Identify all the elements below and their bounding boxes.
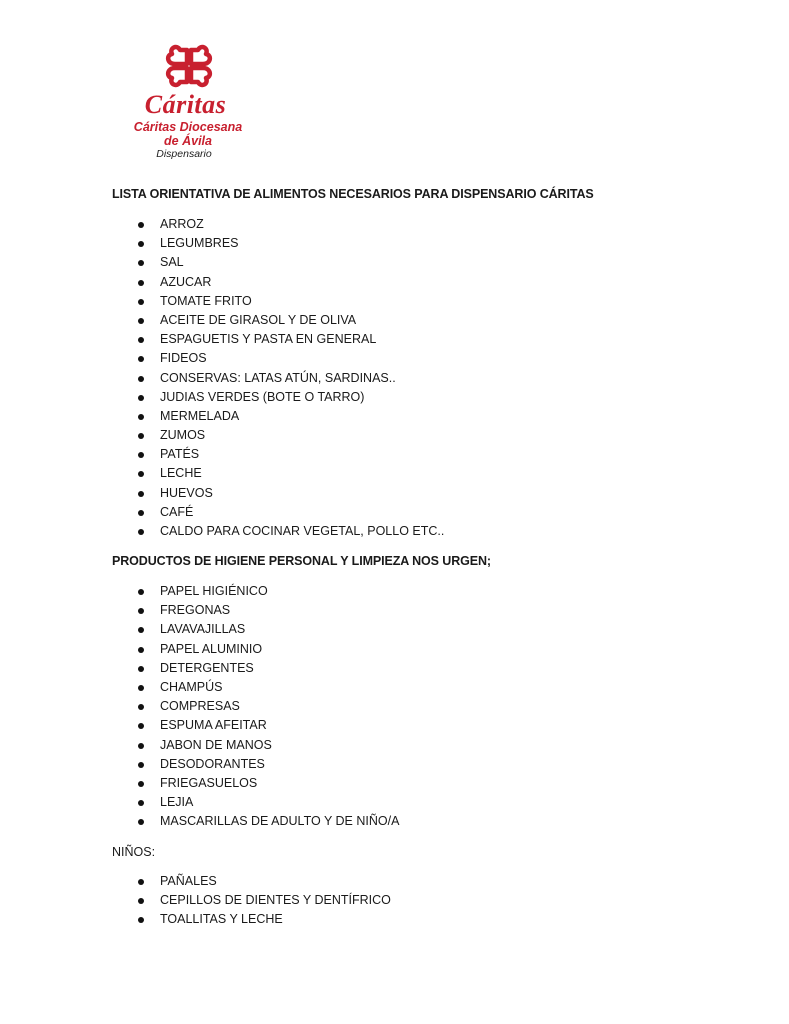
list-item xyxy=(0,464,444,483)
list-item xyxy=(0,407,444,426)
children-list-heading: NIÑOS: xyxy=(112,845,156,859)
list-item-text: LEGUMBRES xyxy=(160,236,239,251)
list-item-text: JUDIAS VERDES (BOTE O TARRO) xyxy=(160,389,365,404)
list-item xyxy=(0,812,399,831)
list-item-text: PAPEL HIGIÉNICO xyxy=(160,584,268,598)
bullet-icon xyxy=(138,800,144,806)
list-item xyxy=(0,503,444,522)
bullet-icon xyxy=(138,608,144,614)
list-item-text: CEPILLOS DE DIENTES Y DENTÍFRICO xyxy=(160,893,391,908)
logo-subtitle-line2: de Ávila xyxy=(164,134,212,148)
caritas-cross-hearts-icon xyxy=(161,38,217,94)
bullet-icon xyxy=(138,356,144,362)
list-item-text: CONSERVAS: LATAS ATÚN, SARDINAS.. xyxy=(160,370,396,385)
list-item xyxy=(0,910,391,929)
list-item-text: MASCARILLAS DE ADULTO Y DE NIÑO/A xyxy=(160,814,400,829)
bullet-icon xyxy=(138,376,144,382)
bullet-icon xyxy=(138,704,144,710)
bullet-icon xyxy=(138,898,144,904)
list-item-text: COMPRESAS xyxy=(160,699,240,714)
list-item-text: FRIEGASUELOS xyxy=(160,775,258,790)
list-item-text: PATÉS xyxy=(160,447,200,462)
list-item-text: AZUCAR xyxy=(160,274,212,289)
list-item xyxy=(0,234,444,253)
bullet-icon xyxy=(138,241,144,247)
bullet-icon xyxy=(138,723,144,729)
list-item-text: ESPAGUETIS Y PASTA EN GENERAL xyxy=(160,332,377,347)
list-item-text: DESODORANTES xyxy=(160,756,265,771)
bullet-icon xyxy=(138,917,144,923)
bullet-icon xyxy=(138,819,144,825)
list-item xyxy=(0,640,399,659)
bullet-icon xyxy=(138,589,144,595)
list-item xyxy=(0,774,399,793)
list-item xyxy=(0,253,444,272)
list-item xyxy=(0,349,444,368)
list-item xyxy=(0,601,399,620)
list-item-text: LECHE xyxy=(160,466,202,481)
list-item xyxy=(0,311,444,330)
list-item xyxy=(0,369,444,388)
bullet-icon xyxy=(138,879,144,885)
bullet-icon xyxy=(138,222,144,228)
list-item-text: TOMATE FRITO xyxy=(160,293,252,308)
bullet-icon xyxy=(138,627,144,633)
list-item xyxy=(0,330,444,349)
logo-department: Dispensario xyxy=(156,148,212,160)
list-item-text: TOALLITAS Y LECHE xyxy=(160,912,283,927)
bullet-icon xyxy=(138,395,144,401)
list-item-text: CALDO PARA COCINAR VEGETAL, POLLO ETC.. xyxy=(160,524,445,538)
list-item-text: DETERGENTES xyxy=(160,660,254,675)
list-item-text: ARROZ xyxy=(160,217,204,231)
list-item xyxy=(0,620,399,639)
bullet-icon xyxy=(138,685,144,691)
list-item xyxy=(0,273,444,292)
list-item-text: HUEVOS xyxy=(160,485,213,500)
list-item xyxy=(0,522,444,541)
bullet-icon xyxy=(138,260,144,266)
logo-brand-text: Cáritas xyxy=(144,90,227,119)
bullet-icon xyxy=(138,299,144,305)
bullet-icon xyxy=(138,510,144,516)
list-item xyxy=(0,426,444,445)
logo-subtitle-line1: Cáritas Diocesana xyxy=(133,120,243,134)
bullet-icon xyxy=(138,781,144,787)
bullet-icon xyxy=(138,318,144,324)
list-item xyxy=(0,582,399,601)
list-item-text: PAÑALES xyxy=(160,874,217,888)
list-item xyxy=(0,872,391,891)
list-item-text: CAFÉ xyxy=(160,504,194,519)
list-item xyxy=(0,716,399,735)
hygiene-list xyxy=(0,582,399,831)
list-item-text: MERMELADA xyxy=(160,408,240,423)
bullet-icon xyxy=(138,647,144,653)
list-item xyxy=(0,388,444,407)
list-item xyxy=(0,755,399,774)
bullet-icon xyxy=(138,666,144,672)
list-item xyxy=(0,793,399,812)
bullet-icon xyxy=(138,491,144,497)
list-item-text: ACEITE DE GIRASOL Y DE OLIVA xyxy=(160,312,357,327)
list-item-text: LEJIA xyxy=(160,795,194,810)
list-item-text: FIDEOS xyxy=(160,351,207,366)
list-item-text: ESPUMA AFEITAR xyxy=(160,718,267,733)
list-item-text: PAPEL ALUMINIO xyxy=(160,641,263,656)
bullet-icon xyxy=(138,433,144,439)
bullet-icon xyxy=(138,762,144,768)
caritas-logo xyxy=(128,38,248,160)
list-item-text: ZUMOS xyxy=(160,428,206,443)
list-item xyxy=(0,659,399,678)
list-item-text: LAVAVAJILLAS xyxy=(160,622,246,637)
list-item xyxy=(0,678,399,697)
list-item xyxy=(0,484,444,503)
list-item xyxy=(0,697,399,716)
bullet-icon xyxy=(138,529,144,535)
hygiene-list-heading: PRODUCTOS DE HIGIENE PERSONAL Y LIMPIEZA NOS URGEN; xyxy=(112,554,491,568)
list-item xyxy=(0,891,391,910)
list-item xyxy=(0,445,444,464)
list-item-text: FREGONAS xyxy=(160,603,231,618)
bullet-icon xyxy=(138,280,144,286)
children-list xyxy=(0,872,391,930)
list-item-text: JABON DE MANOS xyxy=(160,737,272,752)
list-item xyxy=(0,292,444,311)
bullet-icon xyxy=(138,743,144,749)
list-item xyxy=(0,215,444,234)
list-item-text: SAL xyxy=(160,255,184,270)
food-list xyxy=(0,215,444,541)
list-item-text: CHAMPÚS xyxy=(160,679,223,694)
food-list-heading: LISTA ORIENTATIVA DE ALIMENTOS NECESARIOS PARA DISPENSARIO CÁRITAS xyxy=(112,187,594,201)
bullet-icon xyxy=(138,337,144,343)
bullet-icon xyxy=(138,414,144,420)
list-item xyxy=(0,736,399,755)
bullet-icon xyxy=(138,452,144,458)
bullet-icon xyxy=(138,471,144,477)
